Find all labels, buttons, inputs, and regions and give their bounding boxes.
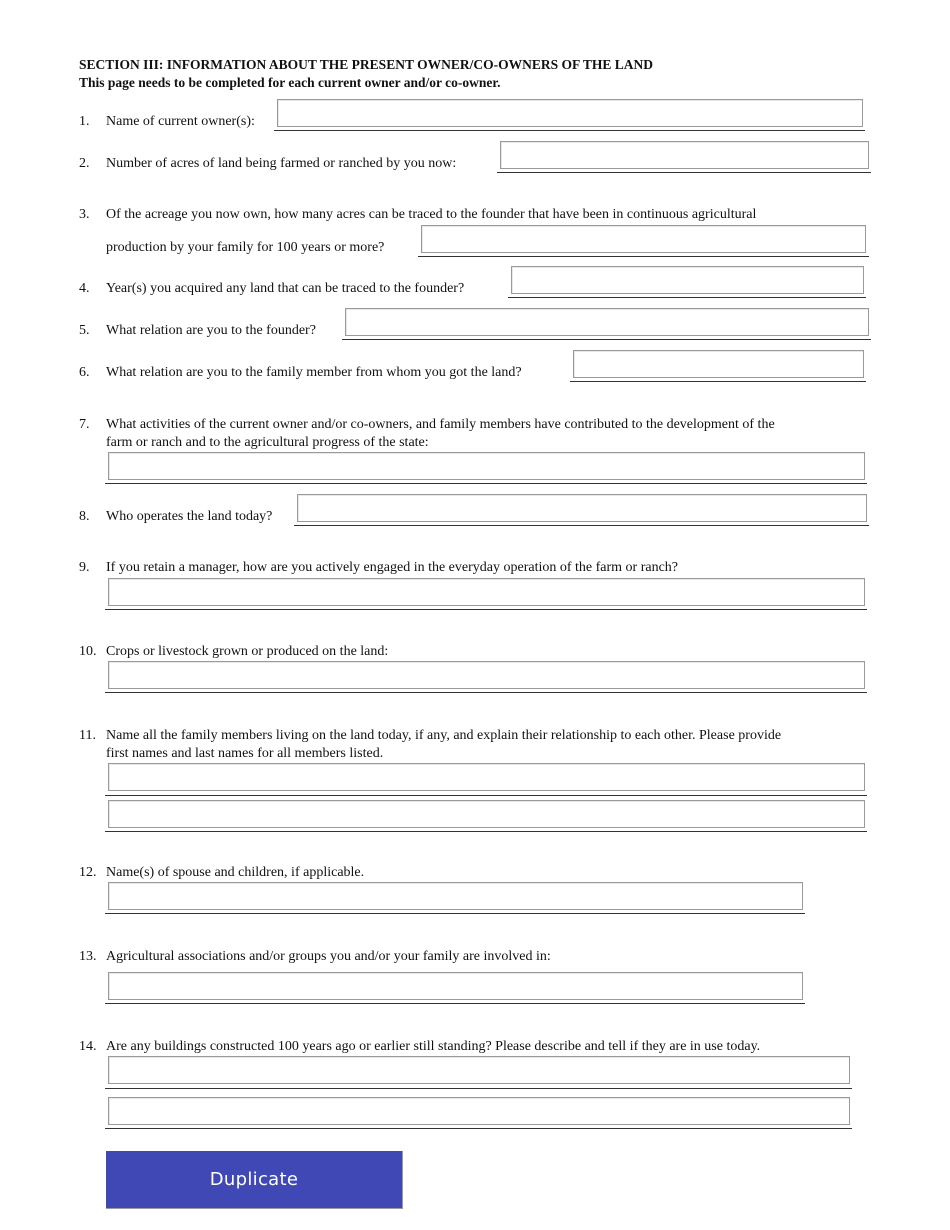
question-number: 9.	[79, 560, 90, 575]
answer-underline	[418, 256, 869, 257]
answer-underline	[105, 692, 867, 693]
question-text-continued: farm or ranch and to the agricultural progress of the state:	[106, 435, 429, 450]
year-acquired-field[interactable]	[511, 266, 864, 294]
question-number: 12.	[79, 865, 97, 880]
acres-traced-to-founder-field[interactable]	[421, 225, 866, 253]
question-text: Are any buildings constructed 100 years ago or earlier still standing? Please describe and tell if they are in use today.	[106, 1039, 761, 1054]
historic-buildings-field-1[interactable]	[108, 1056, 850, 1084]
question-text: Agricultural associations and/or groups you and/or your family are involved in:	[106, 949, 551, 964]
contributing-activities-field[interactable]	[108, 452, 865, 480]
family-members-field-2[interactable]	[108, 800, 865, 828]
answer-underline	[105, 1128, 852, 1129]
section-title: SECTION III: INFORMATION ABOUT THE PRESENT OWNER/CO-OWNERS OF THE LAND	[79, 57, 653, 72]
answer-underline	[294, 525, 869, 526]
question-number: 13.	[79, 949, 97, 964]
answer-underline	[508, 297, 866, 298]
question-number: 8.	[79, 509, 90, 524]
associations-field[interactable]	[108, 972, 803, 1000]
acres-farmed-field[interactable]	[500, 141, 869, 169]
duplicate-button[interactable]: Duplicate	[106, 1151, 403, 1209]
answer-underline	[497, 172, 871, 173]
question-text: Crops or livestock grown or produced on the land:	[106, 644, 389, 659]
answer-underline	[570, 381, 866, 382]
question-number: 14.	[79, 1039, 97, 1054]
answer-underline	[105, 831, 867, 832]
question-number: 2.	[79, 156, 90, 171]
question-text: Name all the family members living on the land today, if any, and explain their relationship to each other. Please provide	[106, 728, 782, 743]
question-number: 1.	[79, 114, 90, 129]
question-number: 11.	[79, 728, 96, 743]
answer-underline	[105, 1003, 805, 1004]
question-text: Of the acreage you now own, how many acres can be traced to the founder that have been in continuous agricultural	[106, 207, 757, 222]
answer-underline	[105, 609, 867, 610]
family-members-field-1[interactable]	[108, 763, 865, 791]
question-text: Number of acres of land being farmed or ranched by you now:	[106, 156, 457, 171]
spouse-children-field[interactable]	[108, 882, 803, 910]
question-number: 4.	[79, 281, 90, 296]
question-text: If you retain a manager, how are you actively engaged in the everyday operation of the farm or ranch?	[106, 560, 679, 575]
manager-engagement-field[interactable]	[108, 578, 865, 606]
land-operator-field[interactable]	[297, 494, 867, 522]
answer-underline	[274, 130, 865, 131]
relation-to-family-member-field[interactable]	[573, 350, 864, 378]
question-text: Name of current owner(s):	[106, 114, 255, 129]
historic-buildings-field-2[interactable]	[108, 1097, 850, 1125]
current-owner-name-field[interactable]	[277, 99, 863, 127]
answer-underline	[342, 339, 871, 340]
question-number: 3.	[79, 207, 90, 222]
relation-to-founder-field[interactable]	[345, 308, 869, 336]
question-text: What activities of the current owner and/or co-owners, and family members have contributed to the development of the	[106, 417, 775, 432]
section-subtitle: This page needs to be completed for each current owner and/or co-owner.	[79, 75, 501, 90]
question-text: Year(s) you acquired any land that can be traced to the founder?	[106, 281, 465, 296]
question-text: What relation are you to the founder?	[106, 323, 316, 338]
answer-underline	[105, 913, 805, 914]
question-text: Who operates the land today?	[106, 509, 273, 524]
question-text: What relation are you to the family member from whom you got the land?	[106, 365, 522, 380]
question-number: 7.	[79, 417, 90, 432]
answer-underline	[105, 483, 867, 484]
question-number: 6.	[79, 365, 90, 380]
crops-livestock-field[interactable]	[108, 661, 865, 689]
question-text-continued: production by your family for 100 years or more?	[106, 240, 385, 255]
question-text: Name(s) of spouse and children, if applicable.	[106, 865, 365, 880]
question-number: 5.	[79, 323, 90, 338]
question-text-continued: first names and last names for all members listed.	[106, 746, 384, 761]
answer-underline	[105, 795, 867, 796]
answer-underline	[105, 1088, 852, 1089]
question-number: 10.	[79, 644, 97, 659]
